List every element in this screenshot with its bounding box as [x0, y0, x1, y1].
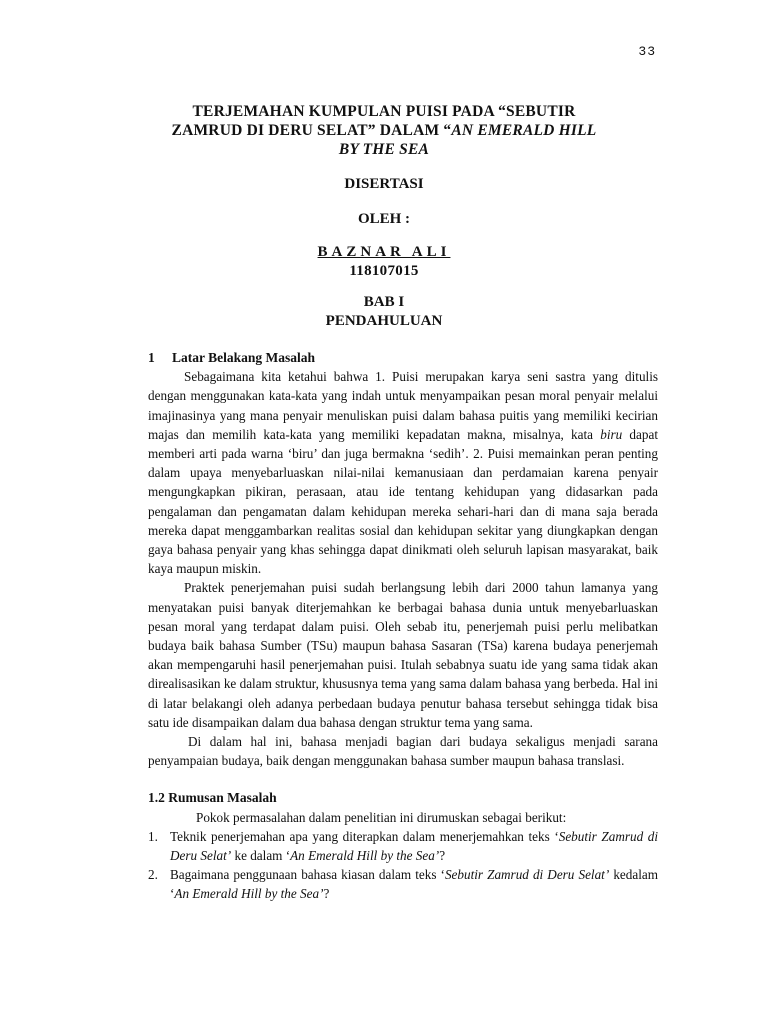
- paragraph-italic: biru: [600, 426, 623, 442]
- list-text: Bagaimana penggunaan bahasa kiasan dalam teks ‘: [170, 867, 445, 883]
- paragraph-text: Sebagaimana kita ketahui bahwa 1. Puisi merupakan karya seni sastra yang ditulis dengan menggunakan kata-kata yang indah untuk menyampaikan pesan moral penyair melalui imajinasinya yang mana penyair menuliskan puisi dalam bahasa puitis yang memiliki kecirian majas dan memilih kata-kata yang memiliki kepadatan makna, misalnya, kata: [148, 369, 658, 442]
- spacer: [148, 770, 658, 788]
- chapter-number: BAB I: [363, 294, 405, 310]
- list-text: ?: [323, 886, 330, 902]
- list-text: ?: [439, 848, 446, 864]
- list-italic: An Emerald Hill by the Sea’: [174, 886, 324, 902]
- paragraph: Di dalam hal ini, bahasa menjadi bagian dari budaya sekaligus menjadi sarana penyampaian budaya, baik dengan menggunakan bahasa sumber maupun bahasa translasi.: [148, 734, 658, 769]
- paragraph-text: dapat memberi arti pada warna ‘biru’ dan juga bermakna ‘sedih’. 2. Puisi memainkan peran penting dalam upaya menyebarluaskan nilai-nilai kemanusiaan dan perdamaian karena penyair mengungkapkan pikiran, perasaan, atau ide tentang kehidupan yang didasarkan pada pengalaman dan pengamatan dalam kehidupan mereka sehari-hari dan di mana saja berada mereka dapat menggambarkan realitas sosial dan kehidupan sekitar yang diungkapkan dengan gaya bahasa penyair yang khas sehingga dapat dinikmati oleh seluruh lapisan masyarakat, baik kaya maupun miskin.: [148, 426, 658, 577]
- document-body: [148, 348, 658, 904]
- section-heading-problem: 1.2 Rumusan Masalah: [148, 790, 277, 806]
- list-number: 1.: [148, 828, 158, 844]
- section-number: 1: [148, 350, 155, 365]
- document-type: DISERTASI: [344, 176, 424, 192]
- author-name: BAZNAR ALI: [317, 244, 451, 260]
- paragraph: Praktek penerjemahan puisi sudah berlangsung lebih dari 2000 tahun lamanya yang menyatakan puisi banyak diterjemahkan ke berbagai bahasa dunia untuk menyebarluaskan pesan moral yang terdapat dalam puisi. Oleh sebab itu, penerjemah puisi perlu melibatkan budaya baik bahasa Sumber (TSu) maupun bahasa Sasaran (TSa) karena budaya penerjemah akan mempengaruhi hasil penerjemahan puisi. Itulah sebabnya suatu ide yang sama tidak akan direalisasikan ke dalam struktur, khususnya tema yang sama dalam bahasa yang berbeda. Hal ini di latar belakangi oleh adanya perbedaan budaya penutur bahasa tersebut sehingga tidak bisa satu ide disampaikan dalam dua bahasa dengan struktur tema yang sama.: [148, 580, 658, 730]
- paragraph: Pokok permasalahan dalam penelitian ini dirumuskan sebagai berikut:: [196, 809, 567, 825]
- thesis-title-italic: AN EMERALD HILL BY THE SEA: [338, 122, 597, 158]
- list-text: kedalam ‘: [170, 867, 658, 902]
- list-number: 2.: [148, 867, 158, 883]
- list-italic: Sebutir Zamrud di Deru Selat’: [444, 867, 610, 883]
- list-italic: Sebutir Zamrud di Deru Selat’: [170, 828, 659, 864]
- list-item-text: [170, 827, 658, 865]
- list-item: [148, 865, 658, 903]
- problem-list: [148, 827, 658, 904]
- title-block: [0, 102, 768, 331]
- list-text: Teknik penerjemahan apa yang diterapkan dalam menerjemahkan teks ‘: [170, 828, 559, 844]
- chapter-title: PENDAHULUAN: [325, 313, 443, 329]
- paragraph: [148, 367, 658, 578]
- section-heading-background: [148, 348, 658, 367]
- thesis-title-text: TERJEMAHAN KUMPULAN PUISI PADA “SEBUTIR ZAMRUD DI DERU SELAT” DALAM “: [171, 103, 576, 139]
- list-italic: An Emerald Hill by the Sea’: [290, 848, 440, 864]
- list-item: [148, 827, 658, 865]
- list-text: ke dalam ‘: [231, 848, 291, 864]
- student-id: 118107015: [349, 263, 419, 279]
- list-item-text: [170, 865, 658, 903]
- thesis-title: [164, 102, 604, 159]
- section-heading-text: Latar Belakang Masalah: [172, 350, 316, 365]
- by-label: OLEH :: [357, 211, 411, 227]
- page-number: 33: [638, 44, 656, 59]
